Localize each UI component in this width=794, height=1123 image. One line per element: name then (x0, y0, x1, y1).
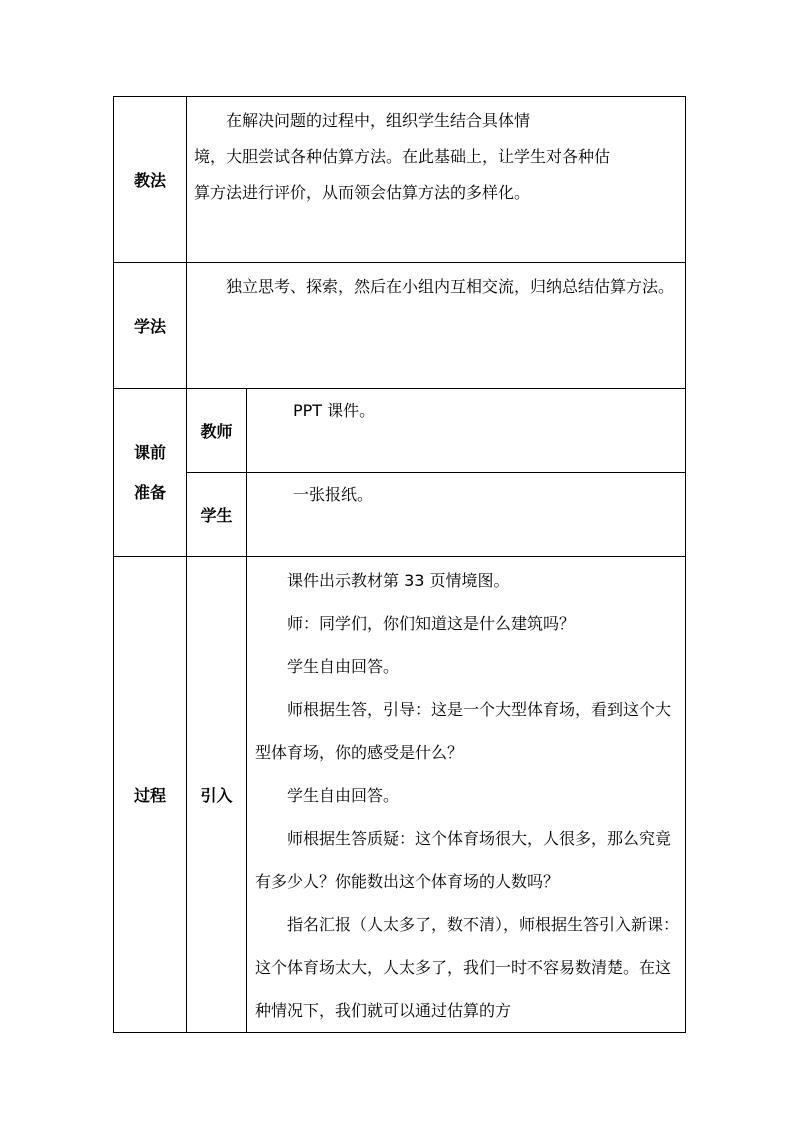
preparation-label (114, 389, 187, 557)
learning-method-content (187, 263, 686, 389)
teaching-method-content (187, 97, 686, 263)
process-label: 过程 (114, 557, 187, 1033)
preparation-label-line-1: 课前 (133, 442, 166, 462)
process-row (114, 557, 686, 1033)
prep-teacher-row (114, 389, 686, 473)
process-paragraph: 指名汇报（人太多了，数不清），师根据生答引入新课：这个体育场太大，人太多了，我们一时不容易数清楚。在这种情况下，我们就可以通过估算的方 (255, 915, 680, 1020)
prep-student-label: 学生 (187, 473, 247, 557)
lesson-plan-table (113, 96, 686, 1033)
process-paragraph: 师根据生答，引导：这是一个大型体育场，看到这个大型体育场，你的感受是什么？ (255, 700, 672, 762)
teaching-method-row (114, 97, 686, 263)
process-stage-label: 引入 (187, 557, 247, 1033)
teaching-method-label: 教法 (114, 97, 187, 263)
process-content (247, 557, 686, 1033)
process-paragraph: 师：同学们，你们知道这是什么建筑吗？ (287, 614, 576, 633)
process-paragraph: 学生自由回答。 (287, 657, 400, 676)
prep-teacher-content (247, 389, 686, 473)
learning-method-row (114, 263, 686, 389)
process-paragraph: 课件出示教材第 33 页情境图。 (287, 571, 510, 590)
prep-student-row (114, 473, 686, 557)
prep-teacher-label: 教师 (187, 389, 247, 473)
teaching-method-line-3: 算方法进行评价，从而领会估算方法的多样化。 (194, 183, 531, 202)
process-paragraph: 学生自由回答。 (287, 786, 400, 805)
teaching-method-line-2: 境，大胆尝试各种估算方法。在此基础上，让学生对各种估 (194, 147, 611, 166)
prep-teacher-text: PPT 课件。 (293, 401, 376, 420)
preparation-label-line-2: 准备 (133, 482, 166, 502)
process-paragraph: 师根据生答质疑：这个体育场很大，人很多，那么究竟有多少人？你能数出这个体育场的人数吗？ (255, 829, 672, 891)
prep-student-content (247, 473, 686, 557)
teaching-method-line-1: 在解决问题的过程中，组织学生结合具体情 (226, 111, 531, 130)
learning-method-label: 学法 (114, 263, 187, 389)
prep-student-text: 一张报纸。 (293, 485, 374, 504)
learning-method-text: 独立思考、探索，然后在小组内互相交流，归纳总结估算方法。 (226, 277, 675, 296)
